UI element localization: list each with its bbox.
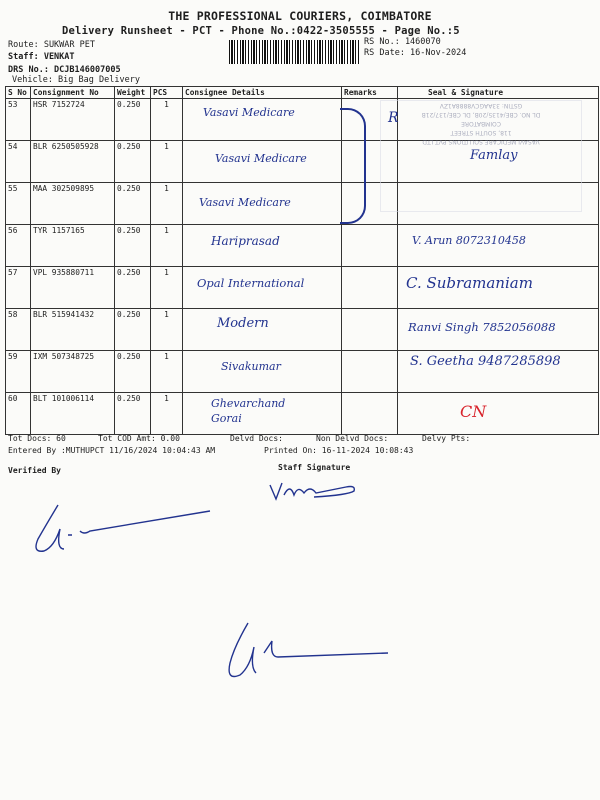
cell-pcs: 1: [151, 183, 183, 225]
verified-by-label: Verified By: [8, 466, 61, 475]
cell-pcs: 1: [151, 309, 183, 351]
staff-signature-mark: [260, 475, 370, 505]
stamp-line: 118, SOUTH STREET: [450, 129, 512, 136]
cell-seal: [398, 309, 599, 351]
non-delivered-docs: Non Delvd Docs:: [316, 434, 389, 443]
cell-weight: 0.250: [115, 99, 151, 141]
rs-number: RS No.: 1460070: [364, 37, 441, 47]
total-docs: Tot Docs: 60: [8, 434, 66, 443]
printed-on: Printed On: 16-11-2024 10:08:43: [264, 446, 414, 455]
seal-signature: Famlay: [470, 148, 518, 163]
cell-seal: [398, 267, 599, 309]
runsheet-subtitle: Delivery Runsheet - PCT - Phone No.:0422-3505555 - Page No.:5: [62, 25, 460, 37]
col-consignment: Consignment No: [31, 87, 115, 99]
cell-seal: [398, 351, 599, 393]
cell-sno: 57: [6, 267, 31, 309]
rs-date: RS Date: 16-Nov-2024: [364, 48, 467, 58]
col-remarks: Remarks: [342, 87, 398, 99]
second-signature-mark: [220, 615, 410, 690]
delivered-docs: Delvd Docs:: [230, 434, 283, 443]
stamp-line: DL NO. CBE/4135/20B, DL CBE/137/21B: [421, 111, 541, 118]
cell-sno: 59: [6, 351, 31, 393]
cell-consignee: [183, 183, 342, 225]
cell-seal: [398, 225, 599, 267]
consignee-handwriting: Vasavi Medicare: [199, 196, 291, 209]
staff-label: Staff: VENKAT: [8, 52, 75, 62]
seal-signature: C. Subramaniam: [406, 274, 533, 292]
cell-sno: 55: [6, 183, 31, 225]
col-weight: Weight: [115, 87, 151, 99]
total-cod-amount: Tot COD Amt: 0.00: [98, 434, 180, 443]
cell-pcs: 1: [151, 351, 183, 393]
seal-signature: V. Arun 8072310458: [412, 234, 526, 247]
cell-weight: 0.250: [115, 351, 151, 393]
cell-sno: 58: [6, 309, 31, 351]
cell-consignment: TYR 1157165: [31, 225, 115, 267]
table-row: [6, 351, 599, 393]
stamp-line: COIMBATORE: [461, 120, 501, 127]
cell-weight: 0.250: [115, 183, 151, 225]
barcode: [229, 40, 360, 64]
col-pcs: PCS: [151, 87, 183, 99]
cell-consignee: [183, 351, 342, 393]
cell-remarks: [342, 351, 398, 393]
consignee-handwriting: Vasavi Medicare: [203, 106, 295, 119]
cell-remarks: [342, 393, 398, 435]
table-row: [6, 225, 599, 267]
cell-consignment: VPL 935880711: [31, 267, 115, 309]
cell-remarks: [342, 225, 398, 267]
cell-sno: 56: [6, 225, 31, 267]
col-sno: S No: [6, 87, 31, 99]
cell-consignee: [183, 309, 342, 351]
stamp-line: VASAVI MEDICARE SOLUTIONS PVT LTD: [422, 138, 540, 145]
seal-signature: CN: [460, 402, 487, 421]
cell-consignee: [183, 99, 342, 141]
cell-consignee: [183, 267, 342, 309]
cell-consignment: HSR 7152724: [31, 99, 115, 141]
cell-consignment: IXM 507348725: [31, 351, 115, 393]
remarks-bracket: [340, 108, 366, 224]
cell-remarks: [342, 309, 398, 351]
cell-pcs: 1: [151, 225, 183, 267]
cell-sno: 60: [6, 393, 31, 435]
consignee-handwriting: Modern: [217, 316, 269, 331]
cell-sno: 54: [6, 141, 31, 183]
table-row: [6, 393, 599, 435]
cell-pcs: 1: [151, 99, 183, 141]
drs-number: DRS No.: DCJB146007005: [8, 65, 121, 75]
table-row: [6, 309, 599, 351]
cell-weight: 0.250: [115, 267, 151, 309]
consignee-handwriting: Opal International: [197, 276, 305, 290]
staff-signature-label: Staff Signature: [278, 463, 351, 472]
consignee-handwriting: Vasavi Medicare: [215, 152, 307, 165]
company-title: THE PROFESSIONAL COURIERS, COIMBATORE: [168, 9, 432, 23]
table-row: [6, 267, 599, 309]
entered-by: Entered By :MUTHUPCT 11/16/2024 10:04:43 AM: [8, 446, 216, 455]
consignee-handwriting: Sivakumar: [221, 360, 281, 373]
col-seal: Seal & Signature: [398, 87, 599, 99]
col-consignee: Consignee Details: [183, 87, 342, 99]
cell-weight: 0.250: [115, 225, 151, 267]
cell-consignment: BLT 101006114: [31, 393, 115, 435]
cell-sno: 53: [6, 99, 31, 141]
cell-consignment: BLR 6250505928: [31, 141, 115, 183]
stamp-line: GSTIN: 33AAGCV8888A1ZV: [439, 102, 523, 109]
cell-remarks: [342, 267, 398, 309]
cell-consignee: [183, 393, 342, 435]
cell-pcs: 1: [151, 267, 183, 309]
cell-consignee: [183, 225, 342, 267]
remarks-mark: R: [388, 110, 399, 126]
cell-pcs: 1: [151, 393, 183, 435]
company-stamp: [380, 100, 582, 212]
cell-pcs: 1: [151, 141, 183, 183]
delivery-points: Delvy Pts:: [422, 434, 471, 443]
vehicle-label: Vehicle: Big Bag Delivery: [12, 75, 140, 85]
cell-seal: [398, 393, 599, 435]
cell-consignee: [183, 141, 342, 183]
cell-consignment: BLR 515941432: [31, 309, 115, 351]
table-header-row: [6, 87, 599, 99]
consignee-handwriting: Ghevarchand Gorai: [211, 397, 286, 425]
seal-signature: Ranvi Singh 7852056088: [408, 320, 556, 334]
cell-weight: 0.250: [115, 141, 151, 183]
consignee-handwriting: Hariprasad: [211, 234, 280, 248]
cell-consignment: MAA 302509895: [31, 183, 115, 225]
verifier-signature-mark: [28, 495, 228, 565]
cell-weight: 0.250: [115, 393, 151, 435]
cell-weight: 0.250: [115, 309, 151, 351]
route-label: Route: SUKWAR PET: [8, 40, 95, 50]
seal-signature: S. Geetha 9487285898: [410, 354, 561, 369]
